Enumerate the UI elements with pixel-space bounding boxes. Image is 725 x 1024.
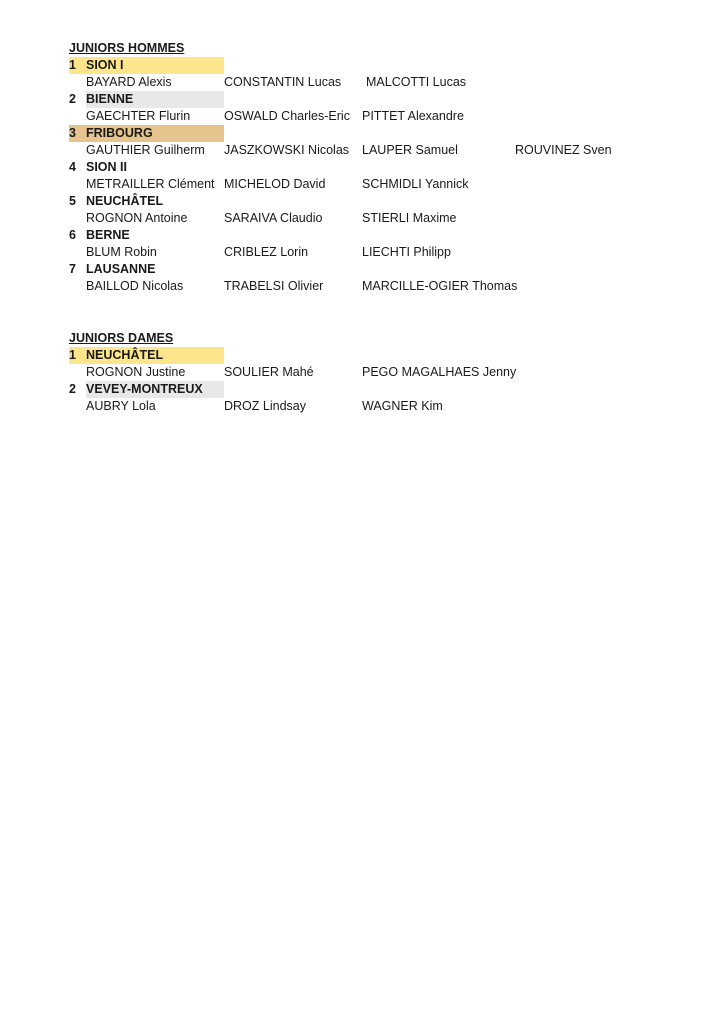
team-row [69,227,669,244]
player-row [69,176,669,193]
team-name: BERNE [86,228,130,242]
player-name: CRIBLEZ Lorin [224,245,309,259]
team-row [69,125,669,142]
player-name: SOULIER Mahé [224,365,314,379]
player-row [69,210,669,227]
player-name: BAYARD Alexis [86,75,172,89]
player-name: BLUM Robin [86,245,157,259]
player-name: ROGNON Justine [86,365,186,379]
player-row [69,278,669,295]
player-row [69,398,669,415]
team-row [69,159,669,176]
team-row [69,347,669,364]
team-row [69,261,669,278]
team-rank: 1 [69,347,86,364]
player-name: GAECHTER Flurin [86,109,191,123]
player-name: AUBRY Lola [86,399,156,413]
section-juniors-dames [69,330,669,415]
player-name: ROGNON Antoine [86,211,188,225]
player-name: PEGO MAGALHAES Jenny [362,365,517,379]
player-name: TRABELSI Olivier [224,279,324,293]
player-name: OSWALD Charles-Eric [224,109,350,123]
team-rank: 6 [69,228,76,242]
team-name: SION I [86,57,224,74]
team-name: NEUCHÂTEL [86,347,224,364]
player-row [69,108,669,125]
team-rank: 1 [69,57,86,74]
team-name: FRIBOURG [86,125,224,142]
team-name: NEUCHÂTEL [86,194,164,208]
team-rank: 2 [69,92,76,106]
player-name: SARAIVA Claudio [224,211,323,225]
player-name: LAUPER Samuel [362,143,458,157]
team-row [69,57,669,74]
player-name: METRAILLER Clément [86,177,215,191]
section-title: JUNIORS HOMMES [69,41,185,55]
team-row [69,381,669,398]
team-rank: 7 [69,262,76,276]
player-name: MALCOTTI Lucas [366,75,467,89]
player-name: MARCILLE-OGIER Thomas [362,279,518,293]
section-title: JUNIORS DAMES [69,331,174,345]
player-name: MICHELOD David [224,177,326,191]
player-name: ROUVINEZ Sven [515,143,612,157]
team-name: SION II [86,160,127,174]
team-name: BIENNE [86,91,224,108]
team-name: VEVEY-MONTREUX [86,381,224,398]
player-name: STIERLI Maxime [362,211,457,225]
team-name: LAUSANNE [86,262,156,276]
team-rank: 3 [69,125,86,142]
player-name: DROZ Lindsay [224,399,306,413]
player-row [69,244,669,261]
team-row [69,193,669,210]
player-name: SCHMIDLI Yannick [362,177,469,191]
player-name: LIECHTI Philipp [362,245,451,259]
player-row [69,74,669,91]
player-name: GAUTHIER Guilherm [86,143,205,157]
player-name: JASZKOWSKI Nicolas [224,143,350,157]
team-rank: 5 [69,194,76,208]
player-name: PITTET Alexandre [362,109,464,123]
team-rank: 4 [69,160,76,174]
player-row [69,364,669,381]
player-name: WAGNER Kim [362,399,443,413]
team-row [69,91,669,108]
player-name: BAILLOD Nicolas [86,279,184,293]
team-rank: 2 [69,382,76,396]
player-name: CONSTANTIN Lucas [224,75,342,89]
player-row [69,142,669,159]
section-juniors-hommes [69,40,669,295]
